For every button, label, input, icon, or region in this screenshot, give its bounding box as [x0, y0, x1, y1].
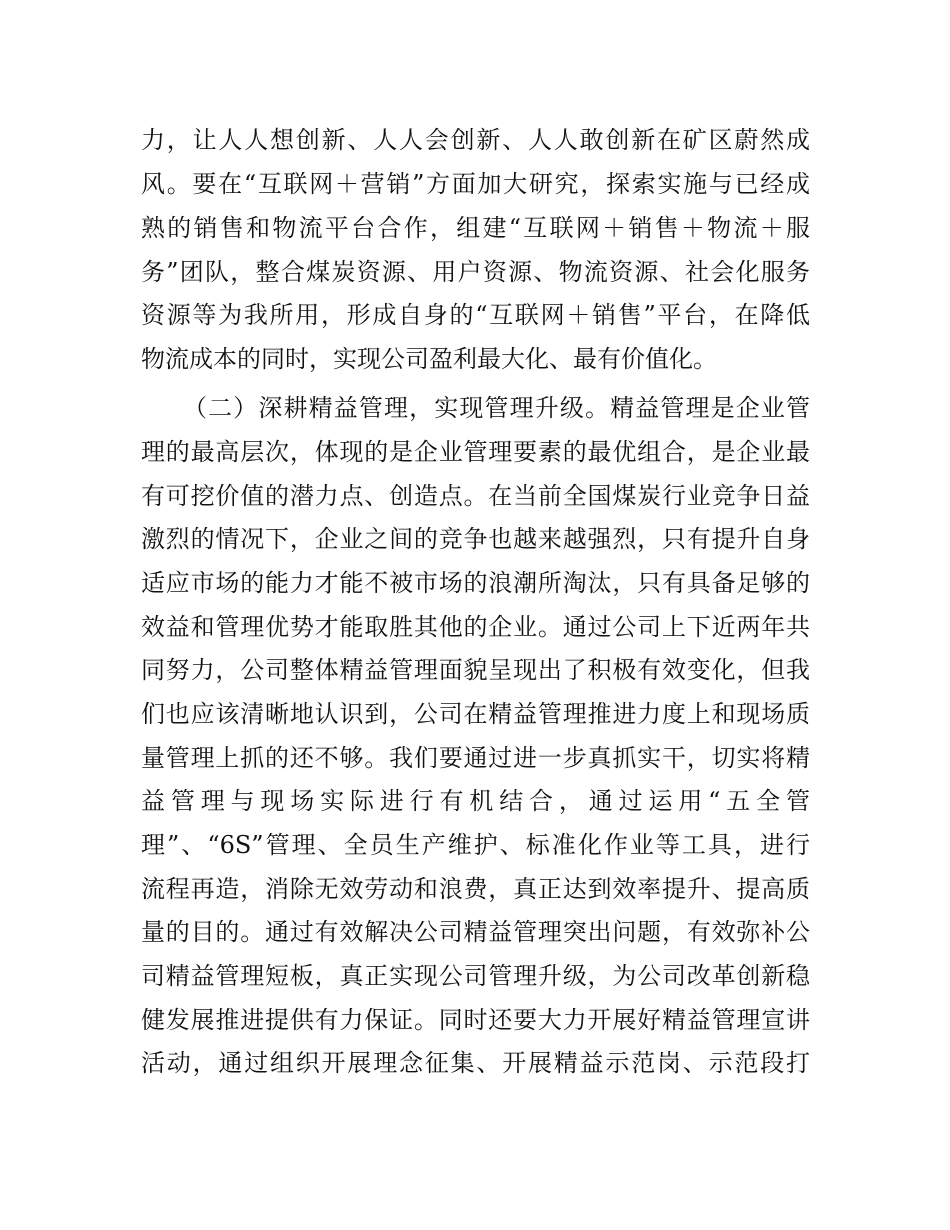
text-line: 量管理上抓的还不够。我们要通过进一步真抓实干，切实将精 — [141, 744, 810, 772]
text-line: 益管理与现场实际进行有机结合，通过运用“五全管 — [141, 787, 810, 815]
text-line: 同努力，公司整体精益管理面貌呈现出了积极有效变化，但我 — [141, 656, 810, 684]
text-line: 熟的销售和物流平台合作，组建“互联网＋销售＋物流＋服 — [141, 214, 810, 242]
section-heading-line: （二）深耕精益管理，实现管理升级。精益管理是企业管 — [183, 394, 810, 422]
text-line: 激烈的情况下，企业之间的竞争也越来越强烈，只有提升自身 — [141, 525, 810, 553]
text-line: 们也应该清晰地认识到，公司在精益管理推进力度上和现场质 — [141, 700, 810, 728]
text-line: 适应市场的能力才能不被市场的浪潮所淘汰，只有具备足够的 — [141, 569, 810, 597]
text-line: 量的目的。通过有效解决公司精益管理突出问题，有效弥补公 — [141, 918, 810, 946]
text-line: 务”团队，整合煤炭资源、用户资源、物流资源、社会化服务 — [141, 258, 810, 286]
text-line: 资源等为我所用，形成自身的“互联网＋销售”平台，在降低 — [141, 301, 810, 329]
paragraph-end-line: 物流成本的同时，实现公司盈利最大化、最有价值化。 — [141, 345, 717, 373]
text-line: 效益和管理优势才能取胜其他的企业。通过公司上下近两年共 — [141, 613, 810, 641]
text-line: 有可挖价值的潜力点、创造点。在当前全国煤炭行业竞争日益 — [141, 482, 810, 510]
text-line: 理的最高层次，体现的是企业管理要素的最优组合，是企业最 — [141, 438, 810, 466]
text-line: 活动，通过组织开展理念征集、开展精益示范岗、示范段打 — [141, 1049, 810, 1077]
text-line: 司精益管理短板，真正实现公司管理升级，为公司改革创新稳 — [141, 962, 810, 990]
text-line: 力，让人人想创新、人人会创新、人人敢创新在矿区蔚然成 — [141, 126, 810, 154]
text-line: 风。要在“互联网＋营销”方面加大研究，探索实施与已经成 — [141, 170, 810, 198]
text-line: 健发展推进提供有力保证。同时还要大力开展好精益管理宣讲 — [141, 1006, 810, 1034]
text-line: 理”、“6S”管理、全员生产维护、标准化作业等工具，进行 — [141, 831, 810, 859]
text-line: 流程再造，消除无效劳动和浪费，真正达到效率提升、提高质 — [141, 875, 810, 903]
